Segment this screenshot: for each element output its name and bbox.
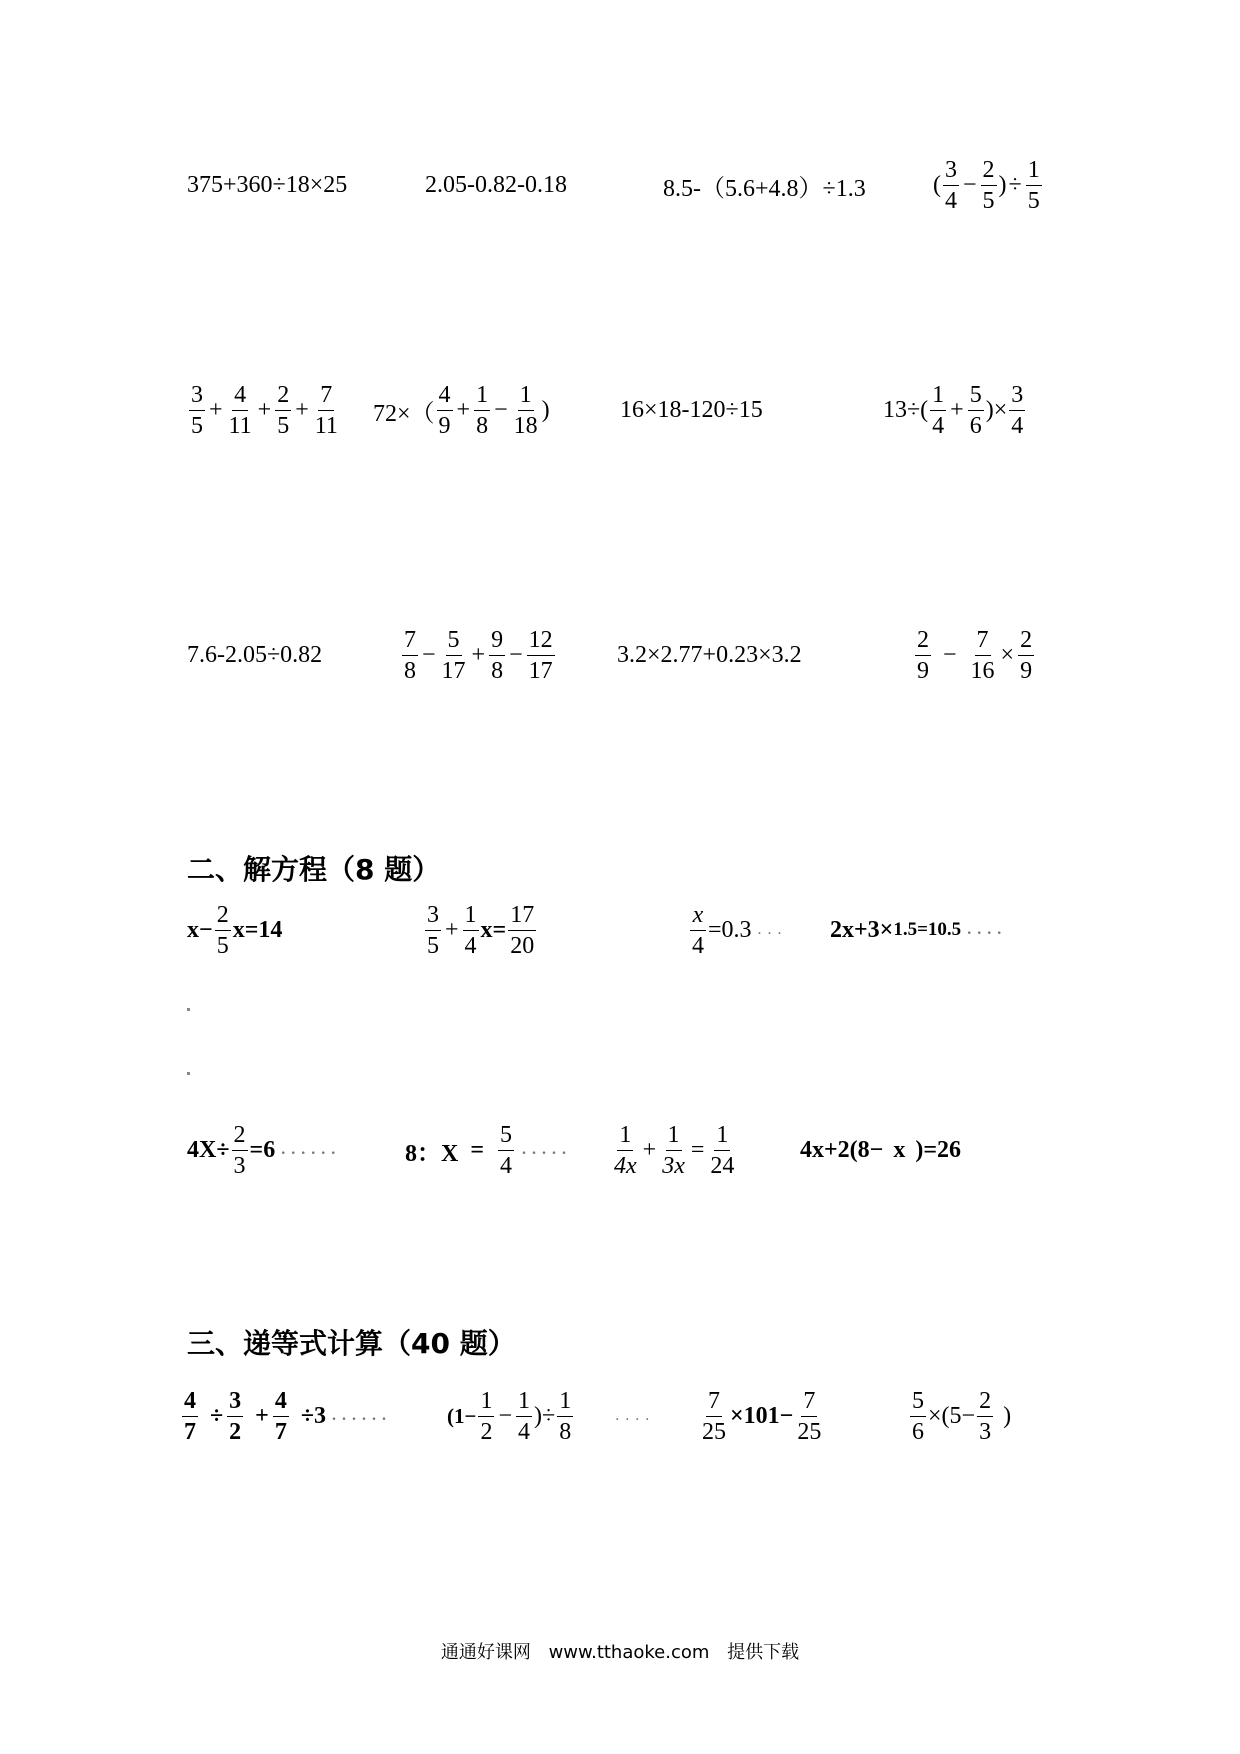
operator: + — [255, 1402, 269, 1429]
suffix: =6 — [249, 1136, 276, 1163]
fraction — [463, 903, 479, 958]
denominator: 24 — [710, 1152, 735, 1179]
numerator: 5 — [498, 1123, 514, 1151]
denominator: 5 — [982, 187, 995, 214]
prefix: 4x+2(8− — [800, 1136, 884, 1163]
fraction — [612, 1123, 639, 1178]
fraction — [227, 383, 254, 438]
denominator: 2 — [229, 1418, 242, 1445]
equation-1 — [187, 890, 282, 970]
denominator: 16 — [970, 657, 995, 684]
fraction — [440, 628, 468, 683]
denominator: 9 — [917, 657, 929, 684]
step-calc-1 — [180, 1376, 398, 1456]
problem-1-2 — [425, 145, 567, 225]
equation-4 — [830, 890, 1013, 970]
operator: + — [950, 396, 964, 423]
scan-speck — [187, 1008, 190, 1011]
denominator: 4 — [692, 932, 704, 959]
fraction — [425, 903, 441, 958]
denominator: 5 — [1027, 187, 1040, 214]
problem-2-2 — [373, 370, 550, 450]
denominator: 4 — [932, 412, 945, 439]
denominator: 7 — [184, 1418, 196, 1445]
problem-text: 3.2×2.77+0.23×3.2 — [617, 641, 802, 668]
denominator: 8 — [559, 1418, 572, 1445]
numerator: 2 — [232, 1123, 248, 1151]
denominator: 7 — [274, 1418, 287, 1445]
problem-text: 8.5-（5.6+4.8）÷1.3 — [663, 175, 866, 202]
numerator: 2 — [1018, 628, 1034, 656]
numerator: 7 — [801, 1389, 817, 1417]
numerator: 1 — [463, 903, 479, 931]
numerator: 5 — [910, 1389, 926, 1417]
paren: ( — [933, 171, 941, 198]
prefix: 4X÷ — [187, 1136, 230, 1163]
denominator: 6 — [969, 412, 982, 439]
suffix: =0.3 — [708, 916, 752, 943]
numerator: 5 — [446, 628, 462, 656]
denominator: 8 — [404, 657, 416, 684]
dot-leader: .... — [967, 921, 1008, 938]
numerator: 3 — [227, 1389, 243, 1417]
denominator: 4x — [614, 1152, 637, 1179]
numerator: 3 — [943, 158, 959, 186]
denominator: 4 — [518, 1418, 531, 1445]
numerator: 5 — [968, 383, 984, 411]
fraction — [437, 383, 453, 438]
numerator: 1 — [930, 383, 946, 411]
variable: x= — [480, 916, 507, 943]
denominator: 8 — [476, 412, 489, 439]
operator: + — [295, 396, 309, 423]
denominator: 17 — [441, 657, 466, 684]
numerator: 1 — [1026, 158, 1042, 186]
problem-text: 375+360÷18×25 — [187, 171, 348, 198]
fraction — [478, 1389, 494, 1444]
denominator: 25 — [797, 1418, 822, 1445]
fraction — [795, 1389, 823, 1444]
numerator: 7 — [318, 383, 334, 411]
fraction — [402, 628, 418, 683]
fraction — [474, 383, 490, 438]
denominator: 9 — [438, 412, 451, 439]
denominator: 18 — [513, 412, 538, 439]
numerator: 1 — [474, 383, 490, 411]
variable: x — [893, 1136, 906, 1163]
denominator: 4 — [945, 187, 957, 214]
fraction — [227, 1389, 243, 1444]
fraction — [977, 1389, 993, 1444]
denominator: 11 — [228, 412, 252, 439]
equation-3 — [688, 890, 794, 970]
numerator: 2 — [275, 383, 291, 411]
fraction — [981, 158, 997, 213]
numerator: 7 — [706, 1389, 722, 1417]
operator: − — [494, 396, 508, 423]
denominator: 3 — [979, 1418, 992, 1445]
equation-8 — [800, 1110, 961, 1190]
multiplier: ×(5− — [928, 1402, 976, 1429]
calc-row-2 — [0, 370, 1240, 450]
prefix: 13÷( — [883, 396, 929, 423]
fraction — [969, 628, 997, 683]
fraction — [232, 1123, 248, 1178]
dot-leader: ..... — [522, 1141, 573, 1158]
denominator: 2 — [480, 1418, 493, 1445]
operator: + — [642, 1136, 657, 1163]
problem-text: 16×18-120÷15 — [620, 396, 763, 423]
numerator: 1 — [516, 1389, 532, 1417]
problem-text: 2.05-0.82-0.18 — [425, 171, 567, 198]
numerator: 1 — [557, 1389, 573, 1417]
denominator: 5 — [427, 932, 439, 959]
problem-3-2 — [400, 615, 557, 695]
denominator: 9 — [1020, 657, 1033, 684]
fraction — [489, 628, 505, 683]
denominator: 25 — [702, 1418, 726, 1445]
numerator: 2 — [977, 1389, 993, 1417]
operator: − — [422, 641, 436, 668]
fraction — [708, 1123, 736, 1178]
fraction — [182, 1389, 198, 1444]
section-2-heading: 二、解方程（8 题） — [187, 853, 441, 886]
fraction — [498, 1123, 514, 1178]
dot-leader: ...... — [332, 1407, 393, 1424]
operator: = — [470, 1136, 485, 1163]
prefix: 8：X — [405, 1140, 459, 1167]
equation-row-2 — [0, 1110, 1240, 1190]
denominator: 5 — [216, 932, 229, 959]
equation-7 — [610, 1110, 738, 1190]
fraction — [1026, 158, 1042, 213]
numerator: 1 — [666, 1123, 682, 1151]
fraction — [275, 383, 291, 438]
fraction — [660, 1123, 687, 1178]
numerator: 2 — [215, 903, 231, 931]
denominator: 5 — [191, 412, 203, 439]
dot-leader: ... — [757, 921, 788, 938]
operator: ÷ — [1008, 171, 1022, 198]
calc-row-3 — [0, 615, 1240, 695]
operator: ÷ — [210, 1402, 224, 1429]
equation-5 — [187, 1110, 347, 1190]
denominator: 3x — [662, 1152, 685, 1179]
operator: + — [445, 916, 459, 943]
footer-url[interactable]: www.tthaoke.com — [548, 1642, 710, 1663]
denominator: 20 — [510, 932, 535, 959]
fraction — [943, 158, 959, 213]
suffix: ÷3 — [300, 1402, 327, 1429]
problem-2-1 — [187, 370, 342, 450]
numerator: 4 — [182, 1389, 198, 1417]
operator: + — [471, 641, 486, 668]
fraction — [527, 628, 555, 683]
denominator: 3 — [233, 1152, 246, 1179]
numerator: x — [690, 903, 706, 931]
prefix: x− — [187, 916, 213, 943]
suffix: x=14 — [232, 916, 283, 943]
suffix: )=26 — [915, 1136, 962, 1163]
numerator: 1 — [714, 1123, 730, 1151]
numerator: 1 — [617, 1123, 633, 1151]
numerator: 3 — [189, 383, 205, 411]
numerator: 12 — [527, 628, 555, 656]
scan-speck — [187, 1072, 190, 1075]
page-footer — [0, 1638, 1240, 1664]
fraction — [910, 1389, 926, 1444]
numerator: 9 — [489, 628, 505, 656]
step-calc-3 — [698, 1376, 825, 1456]
section-3-heading: 三、递等式计算（40 题） — [187, 1327, 516, 1360]
multiplier: ×101− — [730, 1402, 794, 1429]
operator: + — [456, 396, 471, 423]
fraction — [273, 1389, 289, 1444]
fraction — [215, 903, 231, 958]
paren: ) — [1003, 1402, 1012, 1429]
dot-leader: .... — [615, 1407, 656, 1424]
step-calc-2 — [447, 1376, 661, 1456]
problem-1-1 — [187, 145, 347, 225]
operator: − — [498, 1402, 513, 1429]
numerator: 3 — [1009, 383, 1025, 411]
problem-1-4 — [933, 145, 1044, 225]
numerator: 2 — [915, 628, 931, 656]
numerator: 3 — [425, 903, 441, 931]
operator: − — [963, 171, 977, 198]
footer-site-name: 通通好课网 — [440, 1642, 531, 1663]
fraction — [1009, 383, 1025, 438]
fraction — [930, 383, 946, 438]
fraction — [915, 628, 931, 683]
operator: + — [209, 396, 223, 423]
operator: = — [690, 1136, 705, 1163]
denominator: 6 — [912, 1418, 924, 1445]
step-calc-4 — [908, 1376, 1011, 1456]
fraction — [512, 383, 540, 438]
equation-6 — [405, 1110, 578, 1190]
denominator: 5 — [277, 412, 290, 439]
numerator: 17 — [508, 903, 536, 931]
operator: × — [1000, 641, 1015, 668]
denominator: 4 — [1011, 412, 1024, 439]
suffix: )÷ — [534, 1402, 556, 1429]
numerator: 7 — [975, 628, 991, 656]
problem-3-4 — [913, 615, 1036, 695]
problem-3-3 — [617, 615, 802, 695]
equation-row-1 — [0, 890, 1240, 970]
problem-2-3 — [620, 370, 763, 450]
paren: ) — [998, 171, 1007, 198]
dot-leader: ...... — [281, 1141, 342, 1158]
problem-1-3 — [663, 145, 866, 225]
numerator: 4 — [273, 1389, 289, 1417]
footer-suffix: 提供下载 — [727, 1642, 800, 1663]
paren: )× — [985, 396, 1008, 423]
denominator: 8 — [491, 657, 504, 684]
fraction — [690, 903, 706, 958]
operator: − — [943, 641, 957, 668]
paren: ) — [541, 396, 550, 423]
prefix: (1− — [447, 1403, 477, 1428]
numerator: 1 — [478, 1389, 494, 1417]
denominator: 11 — [314, 412, 338, 439]
fraction — [557, 1389, 573, 1444]
calc-row-1 — [0, 145, 1240, 225]
fraction — [700, 1389, 728, 1444]
fraction — [1018, 628, 1034, 683]
prefix: 2x+3× — [830, 916, 894, 943]
suffix: 1.5=10.5 — [893, 919, 962, 940]
denominator: 4 — [464, 932, 477, 959]
operator: + — [257, 396, 272, 423]
problem-3-1 — [187, 615, 322, 695]
fraction — [189, 383, 205, 438]
numerator: 4 — [232, 383, 248, 411]
fraction — [968, 383, 984, 438]
numerator: 1 — [518, 383, 534, 411]
problem-2-4 — [883, 370, 1027, 450]
problem-text: 7.6-2.05÷0.82 — [187, 641, 323, 668]
fraction — [508, 903, 536, 958]
step-calc-row-1 — [0, 1376, 1240, 1456]
fraction — [516, 1389, 532, 1444]
fraction — [313, 383, 340, 438]
equation-2 — [423, 890, 538, 970]
numerator: 7 — [402, 628, 418, 656]
denominator: 4 — [500, 1152, 513, 1179]
prefix: 72×（ — [373, 400, 435, 427]
operator: − — [509, 641, 523, 668]
numerator: 2 — [981, 158, 997, 186]
numerator: 4 — [437, 383, 453, 411]
denominator: 17 — [528, 657, 553, 684]
